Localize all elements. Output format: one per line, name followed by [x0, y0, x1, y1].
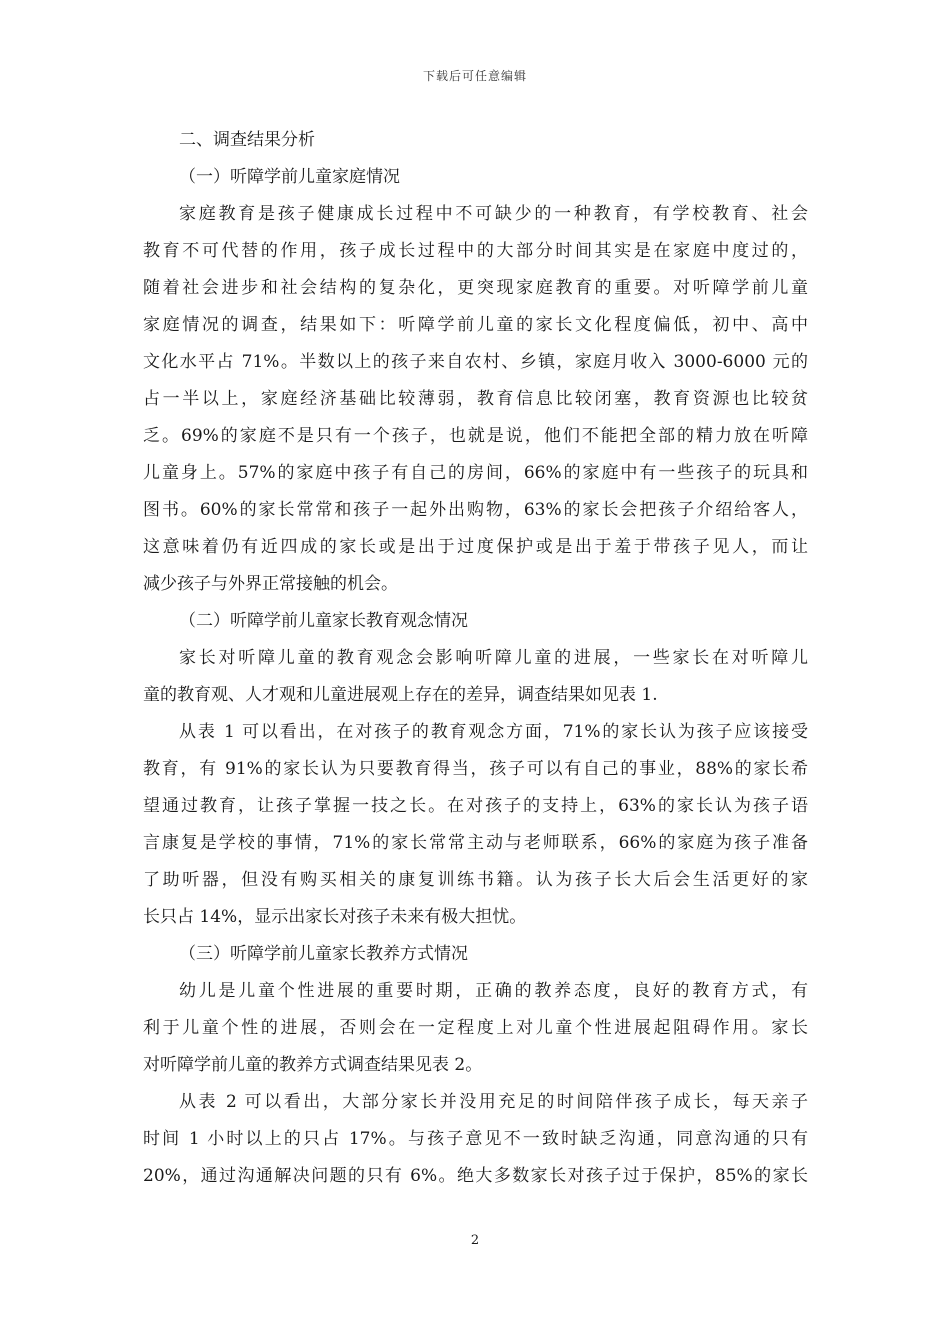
text-line: 文化水平占 71%。半数以上的孩子来自农村、乡镇，家庭月收入 3000-6000 元的	[143, 352, 808, 372]
text-line: 了助听器，但没有购买相关的康复训练书籍。认为孩子长大后会生活更好的家	[143, 870, 808, 890]
text-line: 从表 2 可以看出，大部分家长并没用充足的时间陪伴孩子成长，每天亲子	[179, 1092, 808, 1112]
text-line: 占一半以上，家庭经济基础比较薄弱，教育信息比较闭塞，教育资源也比较贫	[143, 389, 808, 409]
text-line: 对听障学前儿童的教养方式调查结果见表 2。	[143, 1055, 483, 1075]
text-line: 教育，有 91%的家长认为只要教育得当，孩子可以有自己的事业，88%的家长希	[143, 759, 808, 779]
subsection-title: （一）听障学前儿童家庭情况	[179, 167, 400, 187]
page-header: 下载后可任意编辑	[422, 69, 527, 83]
text-line: 儿童身上。57%的家庭中孩子有自己的房间，66%的家庭中有一些孩子的玩具和	[143, 463, 808, 483]
text-line: 家庭教育是孩子健康成长过程中不可缺少的一种教育，有学校教育、社会	[179, 204, 808, 224]
text-line: 20%，通过沟通解决问题的只有 6%。绝大多数家长对孩子过于保护，85%的家长	[143, 1166, 808, 1186]
text-line: 减少孩子与外界正常接触的机会。	[143, 574, 398, 594]
paragraph	[143, 973, 808, 1084]
text-line: 时间 1 小时以上的只占 17%。与孩子意见不一致时缺乏沟通，同意沟通的只有	[143, 1129, 808, 1149]
text-line: 家庭情况的调查，结果如下：听障学前儿童的家长文化程度偏低，初中、高中	[143, 315, 808, 335]
subsection-title: （二）听障学前儿童家长教育观念情况	[179, 611, 468, 631]
document-body	[143, 122, 808, 1195]
page-number: 2	[470, 1233, 480, 1248]
text-line: 幼儿是儿童个性进展的重要时期，正确的教养态度，良好的教育方式，有	[179, 981, 808, 1001]
text-line: 家长对听障儿童的教育观念会影响听障儿童的进展，一些家长在对听障儿	[179, 648, 808, 668]
text-line: 童的教育观、人才观和儿童进展观上存在的差异，调查结果如见表 1.	[143, 685, 658, 705]
text-line: 这意味着仍有近四成的家长或是出于过度保护或是出于羞于带孩子见人，而让	[143, 537, 808, 557]
text-line: 教育不可代替的作用，孩子成长过程中的大部分时间其实是在家庭中度过的，	[143, 241, 808, 261]
text-line: 言康复是学校的事情，71%的家长常常主动与老师联系，66%的家庭为孩子准备	[143, 833, 808, 853]
text-line: 长只占 14%，显示出家长对孩子未来有极大担忧。	[143, 907, 527, 927]
paragraph	[143, 1084, 808, 1195]
text-line: 望通过教育，让孩子掌握一技之长。在对孩子的支持上，63%的家长认为孩子语	[143, 796, 808, 816]
text-line: 乏。69%的家庭不是只有一个孩子，也就是说，他们不能把全部的精力放在听障	[143, 426, 808, 446]
text-line: 图书。60%的家长常常和孩子一起外出购物，63%的家长会把孩子介绍给客人，	[143, 500, 808, 520]
text-line: 随着社会进步和社会结构的复杂化，更突现家庭教育的重要。对听障学前儿童	[143, 278, 808, 298]
paragraph	[143, 714, 808, 936]
text-line: 从表 1 可以看出，在对孩子的教育观念方面，71%的家长认为孩子应该接受	[179, 722, 808, 742]
subsection-title: （三）听障学前儿童家长教养方式情况	[179, 944, 468, 964]
section-title: 二、调查结果分析	[179, 130, 315, 150]
paragraph	[143, 640, 808, 714]
paragraph	[143, 196, 808, 603]
text-line: 利于儿童个性的进展，否则会在一定程度上对儿童个性进展起阻碍作用。家长	[143, 1018, 808, 1038]
